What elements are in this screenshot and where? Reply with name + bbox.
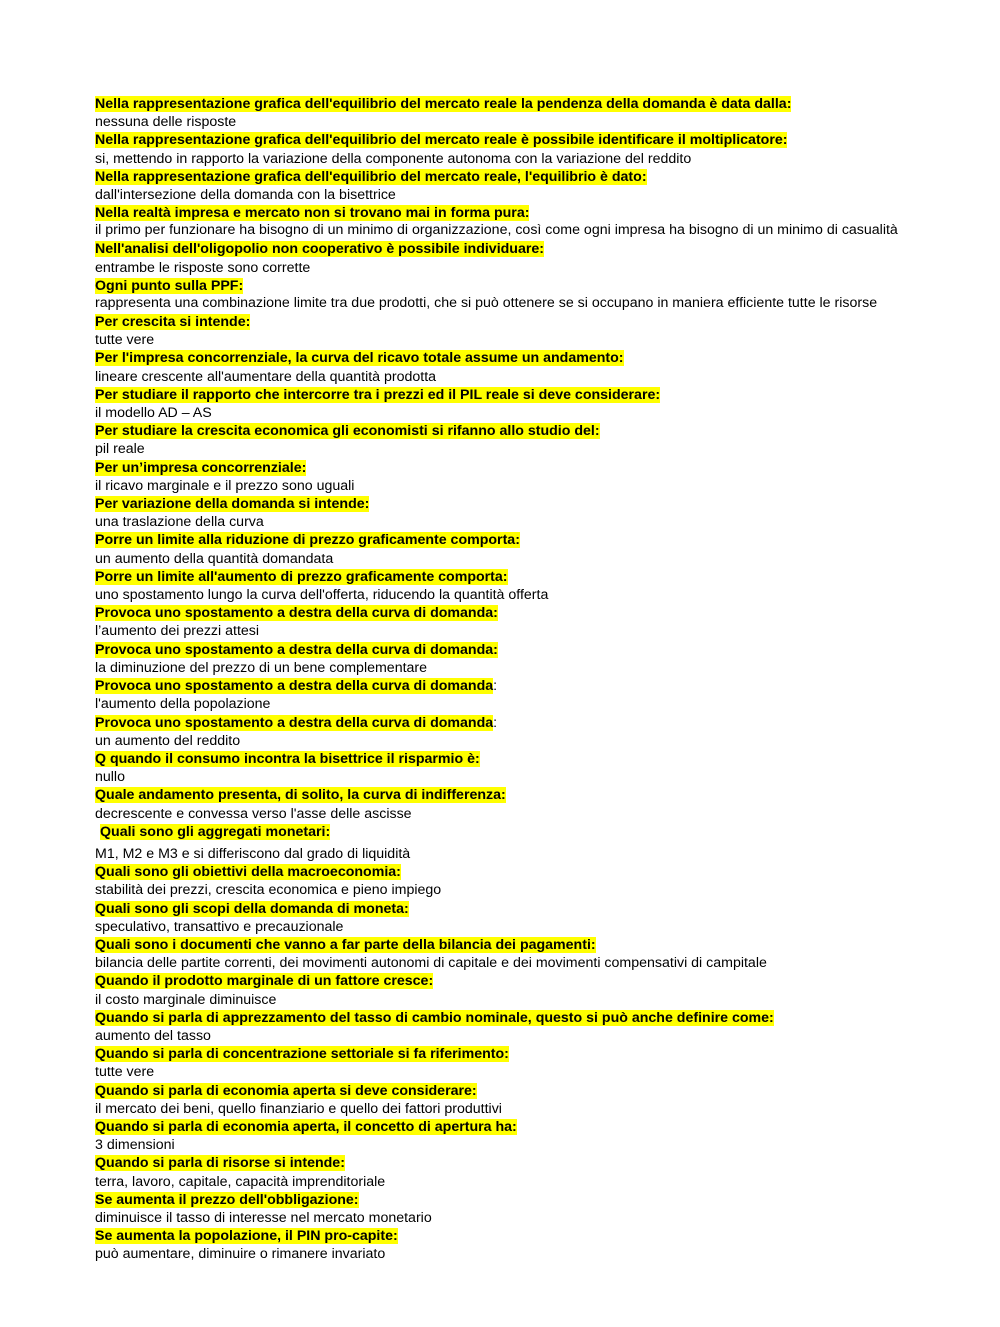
- question: Per studiare la crescita economica gli economisti si rifanno allo studio del:: [95, 423, 600, 440]
- question: Quando si parla di economia aperta, il concetto di apertura ha:: [95, 1118, 517, 1135]
- qa-item: [95, 1045, 905, 1081]
- question: Provoca uno spostamento a destra della curva di domanda:: [95, 605, 498, 622]
- question: Nella rappresentazione grafica dell'equilibrio del mercato reale, l'equilibrio è dato:: [95, 168, 647, 185]
- answer: il costo marginale diminuisce: [95, 991, 277, 1008]
- answer: tutte vere: [95, 332, 155, 349]
- question: Provoca uno spostamento a destra della curva di domanda:: [95, 641, 498, 658]
- qa-item: [95, 386, 905, 422]
- question: Ogni punto sulla PPF:: [95, 277, 244, 294]
- answer: il mercato dei beni, quello finanziario e quello dei fattori produttivi: [95, 1100, 502, 1117]
- answer: lineare crescente all'aumentare della quantità prodotta: [95, 368, 437, 385]
- qa-item: [95, 240, 905, 276]
- answer: nullo: [95, 769, 125, 786]
- answer: la diminuzione del prezzo di un bene complementare: [95, 659, 428, 676]
- qa-item: [95, 277, 905, 313]
- answer: una traslazione della curva: [95, 514, 264, 531]
- question: Quando si parla di concentrazione settoriale si fa riferimento:: [95, 1046, 509, 1063]
- question: Porre un limite alla riduzione di prezzo graficamente comporta:: [95, 532, 520, 549]
- answer: un aumento del reddito: [95, 732, 241, 749]
- question: Per variazione della domanda si intende:: [95, 496, 370, 513]
- qa-item: [95, 900, 905, 936]
- answer: terra, lavoro, capitale, capacità imprenditoriale: [95, 1173, 386, 1190]
- question: Quali sono i documenti che vanno a far parte della bilancia dei pagamenti:: [95, 936, 596, 953]
- qa-item: [95, 1227, 905, 1263]
- question: Per studiare il rapporto che intercorre tra i prezzi ed il PIL reale si deve considerare:: [95, 386, 661, 403]
- qa-item: [95, 604, 905, 640]
- qa-item: [95, 168, 905, 204]
- answer: un aumento della quantità domandata: [95, 550, 334, 567]
- qa-item: [95, 1191, 905, 1227]
- answer: stabilità dei prezzi, crescita economica e pieno impiego: [95, 882, 442, 899]
- qa-item: [95, 459, 905, 495]
- answer: rappresenta una combinazione limite tra due prodotti, che si può ottenere se si occupano in maniera efficiente tutte le risorse: [95, 295, 878, 312]
- answer: 3 dimensioni: [95, 1137, 175, 1154]
- question: Quale andamento presenta, di solito, la curva di indifferenza:: [95, 787, 506, 804]
- question: Nell'analisi dell'oligopolio non cooperativo è possibile individuare:: [95, 241, 544, 258]
- answer: pil reale: [95, 441, 145, 458]
- qa-item: [95, 714, 905, 750]
- question: Quali sono gli scopi della domanda di moneta:: [95, 900, 409, 917]
- qa-item: [95, 823, 905, 863]
- question: Nella rappresentazione grafica dell'equilibrio del mercato reale è possibile identificare il moltiplicatore:: [95, 132, 788, 149]
- qa-item: [95, 936, 905, 972]
- qa-item: [95, 95, 905, 131]
- answer: entrambe le risposte sono corrette: [95, 259, 311, 276]
- answer: il ricavo marginale e il prezzo sono uguali: [95, 477, 355, 494]
- answer: tutte vere: [95, 1064, 155, 1081]
- answer: si, mettendo in rapporto la variazione della componente autonoma con la variazione del reddito: [95, 150, 692, 167]
- question: Se aumenta il prezzo dell'obbligazione:: [95, 1191, 359, 1208]
- question: Nella rappresentazione grafica dell'equilibrio del mercato reale la pendenza della domanda è data dalla:: [95, 96, 792, 112]
- question: Quando si parla di economia aperta si deve considerare:: [95, 1082, 477, 1099]
- answer: M1, M2 e M3 e si differiscono dal grado di liquidità: [95, 845, 411, 862]
- qa-item: [95, 750, 905, 786]
- qa-item: [95, 204, 905, 240]
- answer: il primo per funzionare ha bisogno di un minimo di organizzazione, così come ogni impresa ha bisogno di un minimo di casualità: [95, 222, 898, 239]
- qa-item: [95, 495, 905, 531]
- question: Per un’impresa concorrenziale:: [95, 459, 307, 476]
- answer: dall'intersezione della domanda con la bisettrice: [95, 187, 396, 204]
- answer: può aumentare, diminuire o rimanere invariato: [95, 1246, 386, 1263]
- question: Quali sono gli obiettivi della macroeconomia:: [95, 864, 401, 881]
- question: Per l'impresa concorrenziale, la curva del ricavo totale assume un andamento:: [95, 350, 624, 367]
- answer: il modello AD – AS: [95, 405, 212, 422]
- question: Quando si parla di apprezzamento del tasso di cambio nominale, questo si può anche definire come:: [95, 1009, 774, 1026]
- qa-item: [95, 641, 905, 677]
- qa-item: [95, 677, 905, 713]
- qa-item: [95, 531, 905, 567]
- qa-item: [95, 422, 905, 458]
- question: Nella realtà impresa e mercato non si trovano mai in forma pura:: [95, 205, 530, 222]
- answer: decrescente e convessa verso l'asse delle ascisse: [95, 805, 412, 822]
- answer: l'aumento della popolazione: [95, 696, 271, 713]
- answer: bilancia delle partite correnti, dei movimenti autonomi di capitale e dei movimenti compensativi di campitale: [95, 955, 767, 972]
- question: Q quando il consumo incontra la bisettrice il risparmio è:: [95, 750, 480, 767]
- question-suffix: :: [493, 714, 498, 731]
- question: Per crescita si intende:: [95, 314, 251, 331]
- answer: diminuisce il tasso di interesse nel mercato monetario: [95, 1209, 432, 1226]
- document-page: [95, 95, 905, 1264]
- answer: uno spostamento lungo la curva dell'offerta, riducendo la quantità offerta: [95, 587, 549, 604]
- qa-item: [95, 313, 905, 349]
- question: Quando il prodotto marginale di un fattore cresce:: [95, 973, 434, 990]
- qa-item: [95, 349, 905, 385]
- qa-item: [95, 863, 905, 899]
- answer: nessuna delle risposte: [95, 114, 237, 131]
- qa-item: [95, 972, 905, 1008]
- qa-item: [95, 1082, 905, 1118]
- answer: speculativo, transattivo e precauzionale: [95, 918, 344, 935]
- answer: l’aumento dei prezzi attesi: [95, 623, 260, 640]
- question: Se aumenta la popolazione, il PIN pro-capite:: [95, 1228, 398, 1245]
- qa-item: [95, 786, 905, 822]
- qa-item: [95, 131, 905, 167]
- question: Quali sono gli aggregati monetari:: [100, 823, 331, 840]
- qa-item: [95, 1009, 905, 1045]
- question: Provoca uno spostamento a destra della curva di domanda:: [95, 714, 498, 731]
- question: Provoca uno spostamento a destra della curva di domanda:: [95, 678, 498, 695]
- qa-item: [95, 568, 905, 604]
- question: Porre un limite all'aumento di prezzo graficamente comporta:: [95, 568, 508, 585]
- qa-item: [95, 1154, 905, 1190]
- qa-item: [95, 1118, 905, 1154]
- question: Quando si parla di risorse si intende:: [95, 1155, 345, 1172]
- answer: aumento del tasso: [95, 1027, 211, 1044]
- question-suffix: :: [493, 678, 498, 695]
